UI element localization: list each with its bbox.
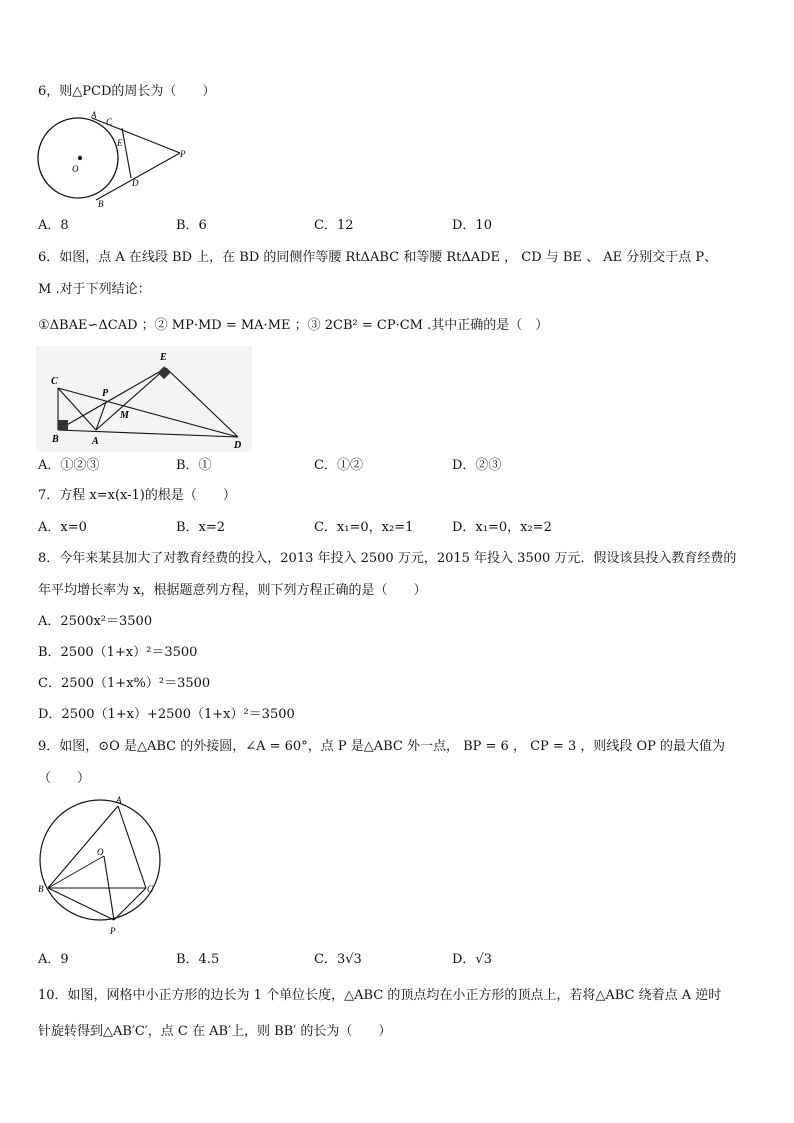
q8-option-d: D．2500（1+x）+2500（1+x）²＝3500 xyxy=(38,707,295,722)
q6a-label-C: C xyxy=(106,117,113,127)
q9-stem-line1: 9．如图，⊙O 是△ABC 的外接圆，∠A = 60°，点 P 是△ABC 外一点， BP = 6 ， CP = 3 ，则线段 OP 的最大值为 xyxy=(38,739,726,754)
q6b-option-d: D．②③ xyxy=(452,458,502,473)
q6b-option-b: B．① xyxy=(176,458,212,473)
q9-label-P: P xyxy=(110,926,116,936)
q6b-option-a: A．①②③ xyxy=(38,458,100,473)
q7-stem: 7．方程 x=x(x-1)的根是（ ） xyxy=(38,488,236,503)
q6a-label-P: P xyxy=(180,149,186,159)
q6a-tangent-pb xyxy=(96,153,180,200)
q6b-label-A: A xyxy=(92,436,99,447)
q6b-label-C: C xyxy=(51,376,58,387)
q10-stem-line1: 10．如图，网格中小正方形的边长为 1 个单位长度，△ABC 的顶点均在小正方形的顶点上，若将△ABC 绕着点 A 逆时 xyxy=(38,988,722,1003)
q6b-label-E: E xyxy=(160,352,167,363)
q9-label-O: O xyxy=(97,847,104,857)
q6a-label-O: O xyxy=(72,164,79,174)
q6a-label-E: E xyxy=(117,138,123,148)
q6b-label-P: P xyxy=(102,388,109,399)
q9-figure xyxy=(34,792,168,940)
q6a-tangent-cd xyxy=(122,128,131,178)
q6b-label-M: M xyxy=(120,410,129,421)
q7-option-c: C．x₁=0，x₂=1 xyxy=(314,520,414,535)
q9-line-ob xyxy=(48,856,104,888)
q9-stem-line2: （ ） xyxy=(38,771,91,786)
q6a-stem: 6，则△PCD的周长为（ ） xyxy=(38,84,216,99)
q10-stem-line2: 针旋转得到△AB′C′，点 C 在 AB′上，则 BB′ 的长为（ ） xyxy=(38,1024,392,1039)
q6b-right-angle-b xyxy=(58,420,68,430)
q7-option-d: D．x₁=0，x₂=2 xyxy=(452,520,552,535)
q6b-label-B: B xyxy=(52,434,59,445)
q6b-stem-line2: M .对于下列结论： xyxy=(38,282,151,297)
q9-line-bp xyxy=(48,888,114,920)
q8-option-c: C．2500（1+x%）²＝3500 xyxy=(38,676,211,691)
q6b-option-c: C．①② xyxy=(314,458,363,473)
q6b-stem-line3: ①ΔBAE∽ΔCAD ；② MP·MD = MA·ME ；③ 2CB² = CP·CM .其中正确的是（ ） xyxy=(38,318,549,333)
q9-option-c: C．3√3 xyxy=(314,952,362,967)
q8-option-b: B．2500（1+x）²＝3500 xyxy=(38,645,198,660)
q6a-option-c: C．12 xyxy=(314,218,354,233)
q6a-option-a: A．8 xyxy=(38,218,69,233)
q9-line-ac xyxy=(118,806,146,888)
q6b-stem-line1: 6．如图，点 A 在线段 BD 上，在 BD 的同侧作等腰 RtΔABC 和等腰 RtΔADE ， CD 与 BE 、 AE 分别交于点 P、 xyxy=(38,250,718,265)
q6a-label-A: A xyxy=(91,110,97,120)
q6a-option-b: B．6 xyxy=(176,218,207,233)
q6a-label-D: D xyxy=(132,178,139,188)
q8-stem-line2: 年平均增长率为 x，根据题意列方程，则下列方程正确的是（ ） xyxy=(38,583,427,598)
q6b-label-D: D xyxy=(234,440,242,451)
q9-label-C: C xyxy=(147,884,154,894)
q6a-option-d: D．10 xyxy=(452,218,492,233)
q9-option-a: A．9 xyxy=(38,952,69,967)
q9-option-b: B．4.5 xyxy=(176,952,220,967)
q6a-label-B: B xyxy=(98,199,104,209)
q6b-figure xyxy=(36,346,252,452)
q8-stem-line1: 8．今年来某县加大了对教育经费的投入，2013 年投入 2500 万元，2015 年投入 3500 万元．假设该县投入教育经费的 xyxy=(38,551,737,566)
q6a-figure xyxy=(36,106,196,210)
q7-option-b: B．x=2 xyxy=(176,520,226,535)
q9-label-B: B xyxy=(38,884,44,894)
q6a-center-dot xyxy=(78,156,82,160)
q9-option-d: D．√3 xyxy=(452,952,492,967)
q9-circle xyxy=(40,800,160,920)
q7-option-a: A．x=0 xyxy=(38,520,87,535)
q9-label-A: A xyxy=(116,795,122,805)
q8-option-a: A．2500x²＝3500 xyxy=(38,614,153,629)
